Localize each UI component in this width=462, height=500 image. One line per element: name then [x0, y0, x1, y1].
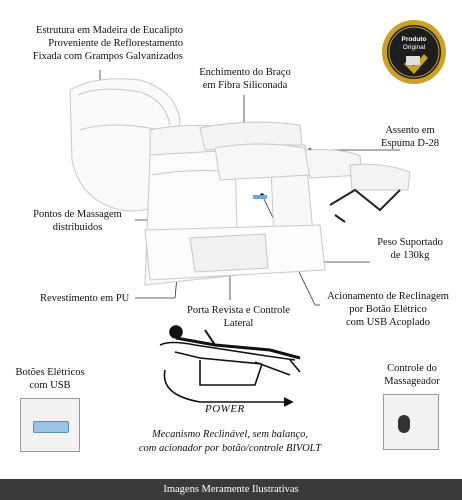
- massage-points-line2: distribuidos: [52, 222, 103, 233]
- massage-remote-icon: [398, 415, 410, 433]
- magazine-line1: Porta Revista e Controle: [187, 305, 290, 316]
- buttons-label: [10, 366, 90, 392]
- illustrative-images-footer: Imagens Meramente Ilustrativas: [0, 479, 462, 500]
- arm-fill-label: [190, 66, 300, 92]
- weight-line1: Peso Suportado: [377, 237, 443, 248]
- arm-fill-line1: Enchimento do Braço: [199, 67, 291, 78]
- structure-label: [20, 24, 183, 63]
- structure-line2: Proveniente de Reflorestamento: [48, 38, 183, 49]
- mechanism-line1: Mecanismo Reclinável, sem balanço,: [152, 429, 308, 440]
- mechanism-line2: com acionador por botão/controle BIVOLT: [138, 443, 322, 454]
- arm-fill-line2: em Fibra Siliconada: [202, 80, 288, 91]
- massage-points-line1: Pontos de Massagem: [33, 209, 122, 220]
- weight-line2: de 130kg: [390, 250, 430, 261]
- massage-points-label: [20, 208, 135, 234]
- weight-label: [370, 236, 450, 262]
- recline-line3: com USB Acoplado: [346, 317, 430, 328]
- seat-line2: Espuma D-28: [380, 138, 440, 149]
- magazine-line2: Lateral: [223, 318, 254, 329]
- recline-activation-label: [318, 290, 458, 329]
- structure-line1: Estrutura em Madeira de Eucalipto: [36, 25, 183, 36]
- seat-line1: Assento em: [385, 125, 435, 136]
- recline-sequence-diagram: [160, 326, 300, 406]
- structure-line3: Fixada com Grampos Galvanizados: [32, 51, 183, 62]
- badge-line1: Produto: [401, 36, 427, 43]
- mechanism-caption: [80, 428, 380, 456]
- recliner-chair: [70, 79, 410, 285]
- controller-line1: Controle do: [387, 363, 437, 374]
- badge-text: [395, 36, 433, 52]
- seat-label: [370, 124, 450, 150]
- badge-line2: Original: [402, 44, 426, 51]
- coating-label: Revestimento em PU: [40, 293, 130, 304]
- recline-line2: por Botão Elétrico: [349, 304, 427, 315]
- usb-buttons-photo: [20, 398, 80, 452]
- recline-line1: Acionamento de Reclinagem: [327, 291, 449, 302]
- buttons-line2: com USB: [29, 380, 71, 391]
- buttons-line1: Botões Elétricos: [15, 367, 85, 378]
- original-product-badge: [382, 20, 446, 84]
- magazine-holder-label: [176, 304, 301, 330]
- controller-label: [372, 362, 452, 388]
- usb-button-panel-icon: [33, 421, 69, 433]
- massage-controller-photo: [383, 394, 439, 450]
- power-label: POWER: [205, 403, 245, 415]
- controller-line2: Massageador: [384, 376, 440, 387]
